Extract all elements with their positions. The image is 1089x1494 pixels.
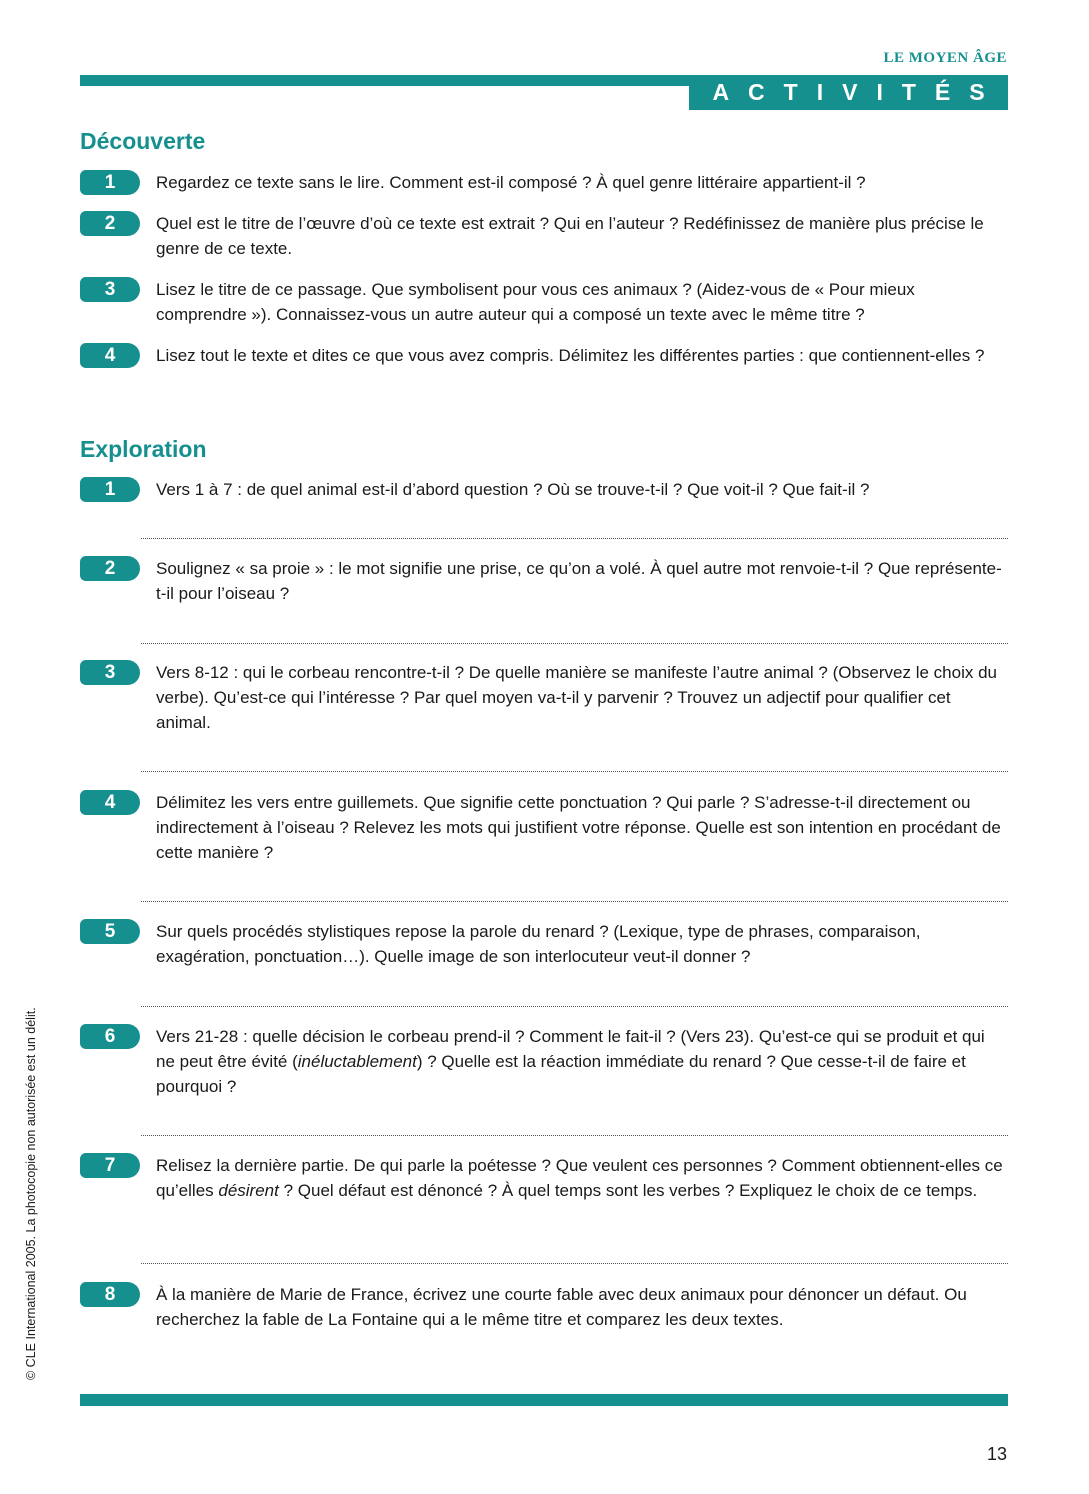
question-number-badge: 2 xyxy=(80,556,140,581)
question-text: Vers 8-12 : qui le corbeau rencontre-t-il ? De quelle manière se manifeste l’autre animal ? (Observez le choix du verbe). Qu’est-ce qui l’intéresse ? Par quel moyen va-t-il y parvenir ? Trouvez un adjectif pour qualifier cet animal. xyxy=(156,663,997,732)
question-text-part: ? Quel défaut est dénoncé ? À quel temps sont les verbes ? Expliquez le choix de ce temps. xyxy=(278,1181,978,1200)
footer-rule xyxy=(80,1394,1008,1406)
question-text-part: ) ? Quelle est la réaction immédiate du renard ? Que cesse-t-il de faire et pourquoi ? xyxy=(156,1052,966,1096)
question-number-badge: 2 xyxy=(80,211,140,236)
question-number-badge: 5 xyxy=(80,919,140,944)
question-text xyxy=(156,1153,1008,1203)
question-text xyxy=(156,1024,1008,1099)
question-text: Lisez tout le texte et dites ce que vous avez compris. Délimitez les différentes parties : que contiennent-elles ? xyxy=(156,346,985,365)
question-number-badge: 3 xyxy=(80,660,140,685)
answer-line xyxy=(141,901,1008,902)
chapter-title: LE MOYEN ÂGE xyxy=(883,50,1007,66)
answer-line xyxy=(141,1135,1008,1136)
answer-line xyxy=(141,643,1008,644)
question-text-part: Vers 21-28 : quelle décision le corbeau prend-il ? Comment le fait-il ? (Vers 23). Qu’est-ce qui se produit et qui ne peut être évité ( xyxy=(156,1027,985,1071)
question-number-badge: 1 xyxy=(80,170,140,195)
question-text: Vers 1 à 7 : de quel animal est-il d’abord question ? Où se trouve-t-il ? Que voit-il ? Que fait-il ? xyxy=(156,480,870,499)
answer-line xyxy=(141,1263,1008,1264)
question-text-part: Relisez la dernière partie. De qui parle la poétesse ? Que veulent ces personnes ? Comment obtiennent-elles ce qu’elles xyxy=(156,1156,1003,1200)
question-number-badge: 6 xyxy=(80,1024,140,1049)
copyright-notice: © CLE International 2005. La photocopie non autorisée est un délit. xyxy=(24,1007,38,1380)
question-text: Quel est le titre de l’œuvre d’où ce texte est extrait ? Qui en l’auteur ? Redéfinissez de manière plus précise le genre de ce texte. xyxy=(156,214,984,258)
decouverte-heading: Découverte xyxy=(80,128,206,154)
question-number-badge: 7 xyxy=(80,1153,140,1178)
question-text: Lisez le titre de ce passage. Que symbolisent pour vous ces animaux ? (Aidez-vous de « Pour mieux comprendre »). Connaissez-vous un autre auteur qui a composé un texte avec le même titre ? xyxy=(156,280,915,324)
question-number-badge: 8 xyxy=(80,1282,140,1307)
question-number-badge: 4 xyxy=(80,790,140,815)
question-number-badge: 1 xyxy=(80,477,140,502)
page-number: 13 xyxy=(986,1444,1007,1464)
answer-line xyxy=(141,538,1008,539)
section-banner: ACTIVITÉS xyxy=(689,75,1008,110)
question-text: Sur quels procédés stylistiques repose la parole du renard ? (Lexique, type de phrases, comparaison, exagération, ponctuation…). Quelle image de son interlocuteur veut-il donner ? xyxy=(156,922,921,966)
question-text: Soulignez « sa proie » : le mot signifie une prise, ce qu’on a volé. À quel autre mot renvoie-t-il ? Que représente-t-il pour l’oiseau ? xyxy=(156,559,1002,603)
emphasized-word: inéluctablement xyxy=(297,1052,417,1071)
question-number-badge: 3 xyxy=(80,277,140,302)
question-text: À la manière de Marie de France, écrivez une courte fable avec deux animaux pour dénoncer un défaut. Ou recherchez la fable de La Fontaine qui a le même titre et comparez les deux textes. xyxy=(156,1285,967,1329)
emphasized-word: désirent xyxy=(218,1181,279,1200)
exploration-heading: Exploration xyxy=(80,436,207,462)
question-text: Délimitez les vers entre guillemets. Que signifie cette ponctuation ? Qui parle ? S’adresse-t-il directement ou indirectement à l’oiseau ? Relevez les mots qui justifient votre réponse. Quelle est son intention en procédant de cette manière ? xyxy=(156,793,1001,862)
answer-line xyxy=(141,771,1008,772)
question-text: Regardez ce texte sans le lire. Comment est-il composé ? À quel genre littéraire appartient-il ? xyxy=(156,173,866,192)
question-number-badge: 4 xyxy=(80,343,140,368)
answer-line xyxy=(141,1006,1008,1007)
